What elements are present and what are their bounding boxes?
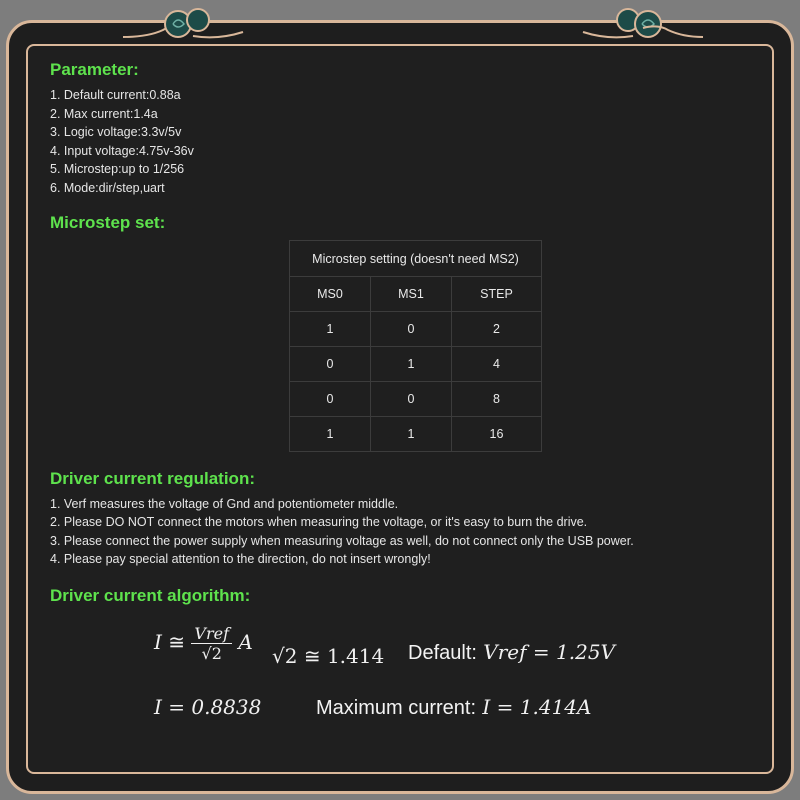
fraction-denominator: √2 bbox=[201, 644, 222, 663]
table-row bbox=[290, 382, 542, 417]
microstep-heading: Microstep set: bbox=[50, 213, 166, 232]
list-item: 1. Default current:0.88a bbox=[50, 88, 181, 102]
formula-rel: ≅ bbox=[168, 630, 186, 654]
header-ms1: MS1 bbox=[371, 277, 452, 312]
formula-lhs: I bbox=[154, 630, 162, 654]
table-cell: 0 bbox=[371, 382, 452, 417]
computed-current-formula: I = 0.8838 bbox=[154, 695, 262, 719]
table-cell: 1 bbox=[371, 417, 452, 452]
table-cell: 0 bbox=[290, 347, 371, 382]
header-step: STEP bbox=[452, 277, 542, 312]
regulation-list bbox=[50, 495, 634, 568]
regulation-heading: Driver current regulation: bbox=[50, 469, 255, 488]
table-row bbox=[290, 312, 542, 347]
default-vref-formula bbox=[408, 640, 615, 665]
header-ms0: MS0 bbox=[290, 277, 371, 312]
list-item: 2. Max current:1.4a bbox=[50, 106, 158, 121]
table-cell: 1 bbox=[290, 417, 371, 452]
microstep-table bbox=[289, 240, 542, 452]
list-item: 3. Logic voltage:3.3v/5v bbox=[50, 125, 182, 140]
table-cell: 16 bbox=[452, 417, 542, 452]
parameter-heading: Parameter: bbox=[50, 60, 139, 79]
list-item: 4. Please pay special attention to the direction, do not insert wrongly! bbox=[50, 551, 431, 566]
table-caption: Microstep setting (doesn't need MS2) bbox=[290, 241, 542, 277]
table-cell: 2 bbox=[452, 312, 542, 347]
table-cell: 8 bbox=[452, 382, 542, 417]
table-row bbox=[290, 347, 542, 382]
current-formula bbox=[154, 624, 253, 663]
list-item: 3. Please connect the power supply when measuring voltage as well, do not connect only the USB power. bbox=[50, 533, 634, 548]
table-row bbox=[290, 417, 542, 452]
list-item: 2. Please DO NOT connect the motors when measuring the voltage, or it's easy to burn the drive. bbox=[50, 515, 588, 530]
table-cell: 4 bbox=[452, 347, 542, 382]
max-current-expr: I = 1.414A bbox=[482, 695, 592, 719]
table-cell: 0 bbox=[290, 382, 371, 417]
list-item: 6. Mode:dir/step,uart bbox=[50, 180, 165, 195]
table-header-row bbox=[290, 277, 542, 312]
table-cell: 1 bbox=[371, 347, 452, 382]
table-cell: 0 bbox=[371, 312, 452, 347]
formula-unit: A bbox=[238, 630, 253, 654]
list-item: 1. Verf measures the voltage of Gnd and potentiometer middle. bbox=[50, 497, 399, 511]
sqrt2-formula: √2 ≅ 1.414 bbox=[272, 644, 385, 668]
list-item: 4. Input voltage:4.75v-36v bbox=[50, 143, 194, 158]
list-item: 5. Microstep:up to 1/256 bbox=[50, 162, 185, 177]
default-label: Default: bbox=[408, 642, 477, 664]
table-cell: 1 bbox=[290, 312, 371, 347]
algorithm-heading: Driver current algorithm: bbox=[50, 586, 251, 605]
formula-fraction bbox=[191, 624, 232, 663]
parameter-list bbox=[50, 86, 194, 198]
default-expr: Vref = 1.25V bbox=[483, 640, 615, 664]
max-current-formula bbox=[316, 695, 591, 720]
max-current-label: Maximum current: bbox=[316, 697, 477, 719]
fraction-numerator: Vref bbox=[191, 624, 232, 644]
